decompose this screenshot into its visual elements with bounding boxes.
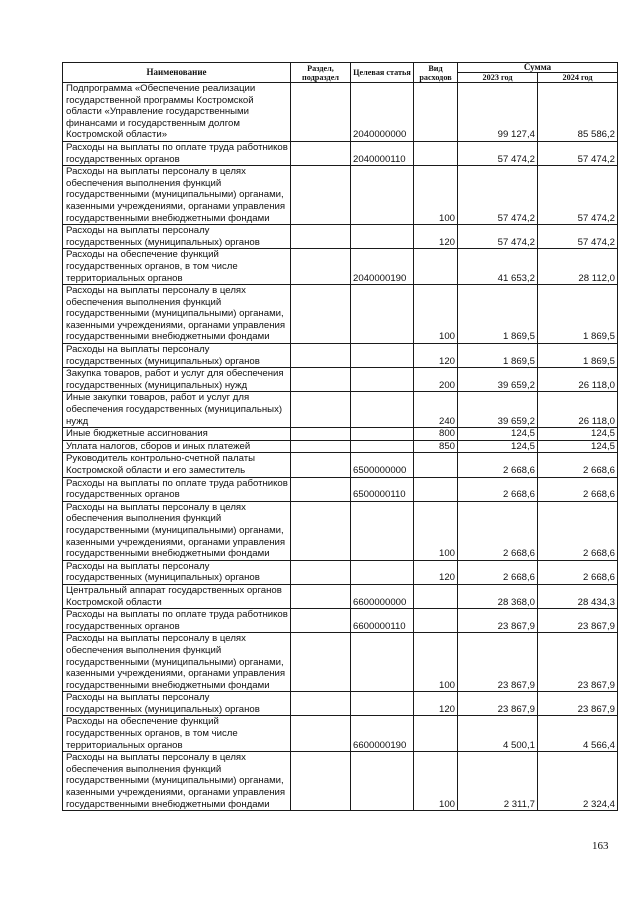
header-name: Наименование — [63, 63, 291, 83]
table-row — [63, 225, 618, 249]
row-2024: 2 668,6 — [538, 477, 618, 501]
row-name: Расходы на выплаты персоналу государственных (муниципальных) органов — [63, 560, 291, 584]
row-2023: 23 867,9 — [458, 609, 538, 633]
row-2024: 57 474,2 — [538, 166, 618, 225]
row-vid — [414, 609, 458, 633]
row-2023: 39 659,2 — [458, 368, 538, 392]
row-vid — [414, 477, 458, 501]
row-2023: 57 474,2 — [458, 166, 538, 225]
row-name: Расходы на обеспечение функций государственных органов, в том числе территориальных органов — [63, 716, 291, 752]
row-vid: 120 — [414, 692, 458, 716]
row-razdel — [291, 392, 351, 428]
row-target — [351, 166, 414, 225]
row-2023: 2 668,6 — [458, 560, 538, 584]
table-row — [63, 716, 618, 752]
row-target — [351, 428, 414, 441]
row-2024: 57 474,2 — [538, 225, 618, 249]
row-2024: 28 112,0 — [538, 249, 618, 285]
row-target: 6600000110 — [351, 609, 414, 633]
row-2023: 99 127,4 — [458, 83, 538, 142]
table-row — [63, 440, 618, 453]
row-target: 6500000110 — [351, 477, 414, 501]
row-vid: 100 — [414, 752, 458, 811]
row-name: Расходы на выплаты персоналу в целях обеспечения выполнения функций государственными (муниципальными) органами, казенными учреждениями, органами управления государственными внебюджетными фондами — [63, 501, 291, 560]
row-2023: 2 311,7 — [458, 752, 538, 811]
header-razdel: Раздел, подраздел — [291, 63, 351, 83]
row-name: Руководитель контрольно-счетной палаты Костромской области и его заместитель — [63, 453, 291, 477]
row-2023: 57 474,2 — [458, 225, 538, 249]
table-row — [63, 560, 618, 584]
row-vid: 800 — [414, 428, 458, 441]
row-name: Расходы на выплаты персоналу в целях обеспечения выполнения функций государственными (муниципальными) органами, казенными учреждениями, органами управления государственными внебюджетными фондами — [63, 166, 291, 225]
row-name: Расходы на выплаты по оплате труда работников государственных органов — [63, 141, 291, 165]
row-razdel — [291, 752, 351, 811]
row-2024: 124,5 — [538, 428, 618, 441]
row-2024: 28 434,3 — [538, 584, 618, 608]
row-target — [351, 501, 414, 560]
row-razdel — [291, 501, 351, 560]
row-name: Иные бюджетные ассигнования — [63, 428, 291, 441]
row-name: Уплата налогов, сборов и иных платежей — [63, 440, 291, 453]
row-razdel — [291, 83, 351, 142]
row-2024: 4 566,4 — [538, 716, 618, 752]
row-razdel — [291, 609, 351, 633]
page-number: 163 — [592, 840, 609, 852]
row-2023: 4 500,1 — [458, 716, 538, 752]
row-vid — [414, 249, 458, 285]
row-vid: 100 — [414, 166, 458, 225]
header-sum: Сумма — [458, 63, 618, 73]
row-razdel — [291, 584, 351, 608]
row-2023: 2 668,6 — [458, 453, 538, 477]
header-vid: Вид расходов — [414, 63, 458, 83]
row-2023: 2 668,6 — [458, 477, 538, 501]
budget-table — [62, 62, 618, 811]
row-razdel — [291, 166, 351, 225]
row-name: Расходы на обеспечение функций государственных органов, в том числе территориальных органов — [63, 249, 291, 285]
row-2024: 23 867,9 — [538, 692, 618, 716]
table-row — [63, 83, 618, 142]
header-year-2024: 2024 год — [538, 73, 618, 83]
row-2023: 41 653,2 — [458, 249, 538, 285]
row-vid: 100 — [414, 285, 458, 344]
row-target — [351, 225, 414, 249]
row-target: 6600000000 — [351, 584, 414, 608]
row-name: Расходы на выплаты по оплате труда работников государственных органов — [63, 609, 291, 633]
row-2023: 1 869,5 — [458, 285, 538, 344]
row-2023: 57 474,2 — [458, 141, 538, 165]
table-row — [63, 141, 618, 165]
row-2023: 124,5 — [458, 428, 538, 441]
row-2024: 124,5 — [538, 440, 618, 453]
table-row — [63, 477, 618, 501]
row-name: Расходы на выплаты персоналу государственных (муниципальных) органов — [63, 692, 291, 716]
row-target — [351, 368, 414, 392]
row-name: Расходы на выплаты персоналу в целях обеспечения выполнения функций государственными (муниципальными) органами, казенными учреждениями, органами управления государственными внебюджетными фондами — [63, 752, 291, 811]
row-vid: 120 — [414, 225, 458, 249]
row-razdel — [291, 477, 351, 501]
row-2024: 1 869,5 — [538, 285, 618, 344]
row-2024: 85 586,2 — [538, 83, 618, 142]
row-2024: 2 324,4 — [538, 752, 618, 811]
table-row — [63, 501, 618, 560]
row-2024: 2 668,6 — [538, 501, 618, 560]
row-name: Закупка товаров, работ и услуг для обеспечения государственных (муниципальных) нужд — [63, 368, 291, 392]
row-razdel — [291, 368, 351, 392]
row-vid — [414, 716, 458, 752]
row-name: Расходы на выплаты персоналу государственных (муниципальных) органов — [63, 225, 291, 249]
row-vid — [414, 141, 458, 165]
row-target: 6500000000 — [351, 453, 414, 477]
row-target: 6600000190 — [351, 716, 414, 752]
row-name: Иные закупки товаров, работ и услуг для обеспечения государственных (муниципальных) нужд — [63, 392, 291, 428]
table-row — [63, 584, 618, 608]
row-2023: 2 668,6 — [458, 501, 538, 560]
row-vid: 240 — [414, 392, 458, 428]
row-name: Расходы на выплаты персоналу в целях обеспечения выполнения функций государственными (муниципальными) органами, казенными учреждениями, органами управления государственными внебюджетными фондами — [63, 285, 291, 344]
row-vid: 120 — [414, 560, 458, 584]
row-vid: 100 — [414, 501, 458, 560]
row-razdel — [291, 440, 351, 453]
row-razdel — [291, 560, 351, 584]
table-row — [63, 752, 618, 811]
table-row — [63, 633, 618, 692]
row-vid — [414, 83, 458, 142]
row-2023: 1 869,5 — [458, 344, 538, 368]
row-2024: 1 869,5 — [538, 344, 618, 368]
row-2024: 23 867,9 — [538, 609, 618, 633]
row-razdel — [291, 428, 351, 441]
row-2024: 23 867,9 — [538, 633, 618, 692]
row-vid: 200 — [414, 368, 458, 392]
row-vid: 100 — [414, 633, 458, 692]
row-razdel — [291, 225, 351, 249]
row-vid — [414, 584, 458, 608]
table-row — [63, 609, 618, 633]
row-razdel — [291, 141, 351, 165]
row-target — [351, 692, 414, 716]
table-row — [63, 692, 618, 716]
row-name: Центральный аппарат государственных органов Костромской области — [63, 584, 291, 608]
table-row — [63, 368, 618, 392]
row-2023: 28 368,0 — [458, 584, 538, 608]
row-2024: 2 668,6 — [538, 560, 618, 584]
row-2023: 39 659,2 — [458, 392, 538, 428]
row-name: Подпрограмма «Обеспечение реализации государственной программы Костромской области «Управление государственными финансами и государственным долгом Костромской области» — [63, 83, 291, 142]
row-razdel — [291, 692, 351, 716]
row-2024: 26 118,0 — [538, 368, 618, 392]
row-razdel — [291, 344, 351, 368]
table-row — [63, 285, 618, 344]
row-name: Расходы на выплаты персоналу государственных (муниципальных) органов — [63, 344, 291, 368]
row-razdel — [291, 633, 351, 692]
row-2024: 57 474,2 — [538, 141, 618, 165]
row-2024: 26 118,0 — [538, 392, 618, 428]
row-target — [351, 560, 414, 584]
row-vid: 120 — [414, 344, 458, 368]
row-razdel — [291, 453, 351, 477]
row-target: 2040000000 — [351, 83, 414, 142]
row-2024: 2 668,6 — [538, 453, 618, 477]
row-razdel — [291, 716, 351, 752]
row-name: Расходы на выплаты по оплате труда работников государственных органов — [63, 477, 291, 501]
row-target — [351, 285, 414, 344]
row-vid — [414, 453, 458, 477]
table-row — [63, 453, 618, 477]
row-target — [351, 633, 414, 692]
table-row — [63, 166, 618, 225]
table-row — [63, 344, 618, 368]
row-razdel — [291, 285, 351, 344]
row-target — [351, 344, 414, 368]
header-year-2023: 2023 год — [458, 73, 538, 83]
row-target — [351, 440, 414, 453]
table-row — [63, 249, 618, 285]
row-target: 2040000190 — [351, 249, 414, 285]
row-target: 2040000110 — [351, 141, 414, 165]
row-razdel — [291, 249, 351, 285]
row-2023: 23 867,9 — [458, 692, 538, 716]
row-target — [351, 752, 414, 811]
row-vid: 850 — [414, 440, 458, 453]
row-2023: 124,5 — [458, 440, 538, 453]
row-2023: 23 867,9 — [458, 633, 538, 692]
header-target: Целевая статья — [351, 63, 414, 83]
row-target — [351, 392, 414, 428]
table-row — [63, 428, 618, 441]
table-row — [63, 392, 618, 428]
row-name: Расходы на выплаты персоналу в целях обеспечения выполнения функций государственными (муниципальными) органами, казенными учреждениями, органами управления государственными внебюджетными фондами — [63, 633, 291, 692]
